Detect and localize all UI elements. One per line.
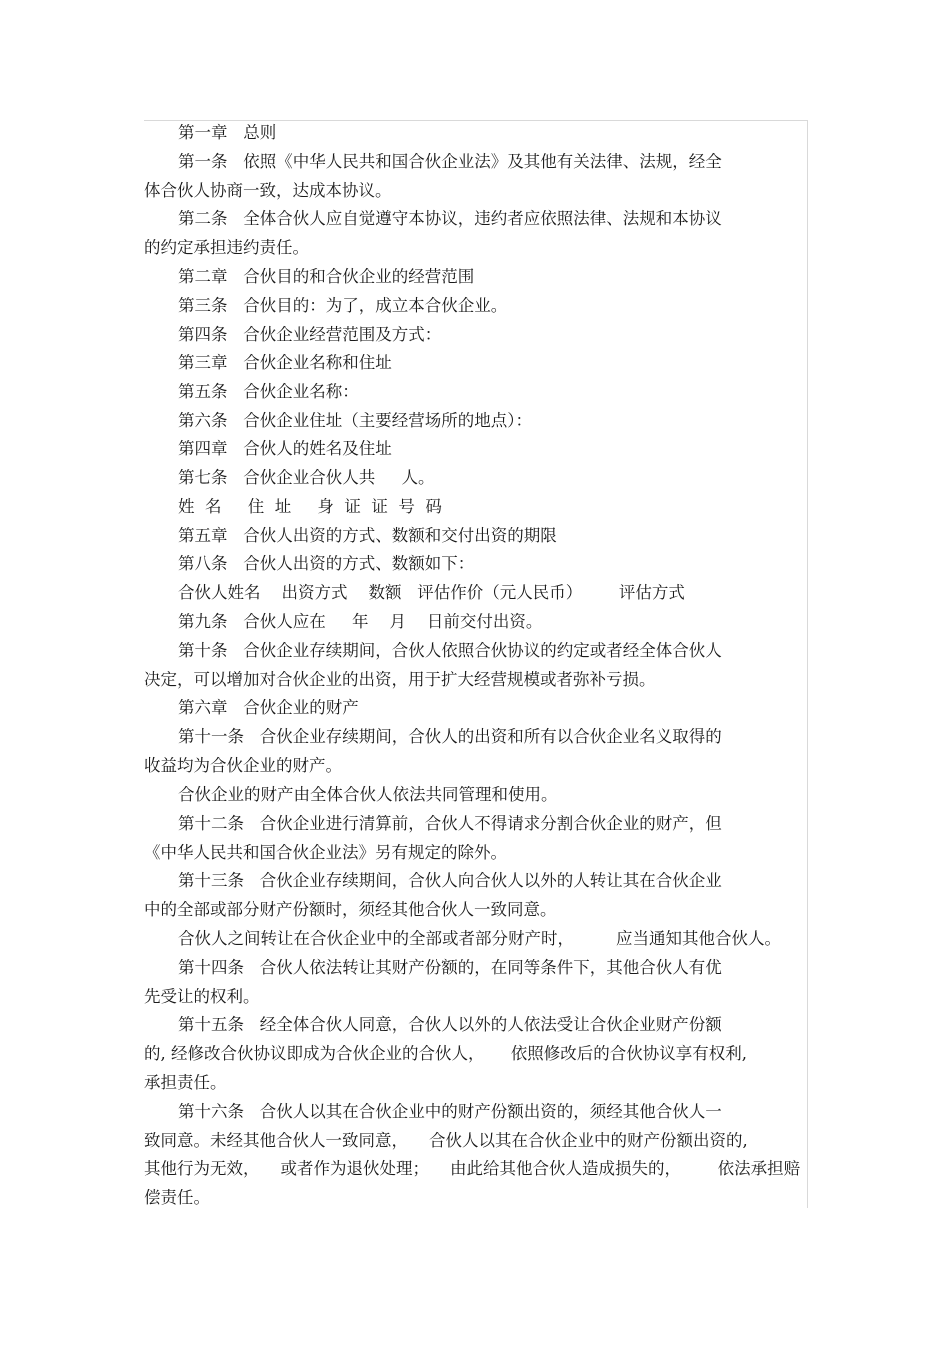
article-1-line-2: 体合伙人协商一致，达成本协议。 bbox=[144, 181, 392, 200]
article-9: 第九条 合伙人应在 年 月 日前交付出资。 bbox=[178, 612, 543, 631]
article-6: 第六条 合伙企业住址（主要经营场所的地点）： bbox=[178, 411, 532, 430]
transfer-notice-paragraph: 合伙人之间转让在合伙企业中的全部或者部分财产时， 应当通知其他合伙人。 bbox=[178, 929, 781, 948]
article-13-line-1: 第十三条 合伙企业存续期间，合伙人向合伙人以外的人转让其在合伙企业 bbox=[178, 871, 722, 890]
chapter-1-heading: 第一章 总则 bbox=[178, 123, 277, 142]
article-8: 第八条 合伙人出资的方式、数额如下： bbox=[178, 554, 475, 573]
article-10-line-1: 第十条 合伙企业存续期间，合伙人依照合伙协议的约定或者经全体合伙人 bbox=[178, 641, 722, 660]
property-management-paragraph: 合伙企业的财产由全体合伙人依法共同管理和使用。 bbox=[178, 785, 558, 804]
article-15-line-1: 第十五条 经全体合伙人同意，合伙人以外的人依法受让合伙企业财产份额 bbox=[178, 1015, 722, 1034]
article-7: 第七条 合伙企业合伙人共 人。 bbox=[178, 468, 435, 487]
article-16-line-1: 第十六条 合伙人以其在合伙企业中的财产份额出资的，须经其他合伙人一 bbox=[178, 1102, 722, 1121]
article-14-line-2: 先受让的权利。 bbox=[144, 987, 260, 1006]
article-2-line-1: 第二条 全体合伙人应自觉遵守本协议，违约者应依照法律、法规和本协议 bbox=[178, 209, 722, 228]
article-2-line-2: 的约定承担违约责任。 bbox=[144, 238, 309, 257]
chapter-4-heading: 第四章 合伙人的姓名及住址 bbox=[178, 439, 392, 458]
article-10-line-2: 决定，可以增加对合伙企业的出资，用于扩大经营规模或者弥补亏损。 bbox=[144, 670, 656, 689]
article-11-line-1: 第十一条 合伙企业存续期间，合伙人的出资和所有以合伙企业名义取得的 bbox=[178, 727, 722, 746]
article-16-line-3: 其他行为无效， 或者作为退伙处理； 由此给其他合伙人造成损失的， 依法承担赔 bbox=[144, 1159, 801, 1178]
article-14-line-1: 第十四条 合伙人依法转让其财产份额的，在同等条件下，其他合伙人有优 bbox=[178, 958, 722, 977]
article-12-line-2: 《中华人民共和国合伙企业法》另有规定的除外。 bbox=[144, 843, 507, 862]
article-1-line-1: 第一条 依照《中华人民共和国合伙企业法》及其他有关法律、法规，经全 bbox=[178, 152, 722, 171]
contribution-table-header: 合伙人姓名 出资方式 数额 评估作价（元人民币） 评估方式 bbox=[178, 583, 685, 602]
article-13-line-2: 中的全部或部分财产份额时，须经其他合伙人一致同意。 bbox=[144, 900, 557, 919]
article-15-line-3: 承担责任。 bbox=[144, 1073, 227, 1092]
article-11-line-2: 收益均为合伙企业的财产。 bbox=[144, 756, 342, 775]
chapter-6-heading: 第六章 合伙企业的财产 bbox=[178, 698, 359, 717]
article-12-line-1: 第十二条 合伙企业进行清算前，合伙人不得请求分割合伙企业的财产，但 bbox=[178, 814, 722, 833]
partner-table-header: 姓 名 住 址 身 证 证 号 码 bbox=[178, 497, 442, 516]
article-15-line-2: 的, 经修改合伙协议即成为合伙企业的合伙人， 依照修改后的合伙协议享有权利, bbox=[144, 1044, 747, 1063]
chapter-3-heading: 第三章 合伙企业名称和住址 bbox=[178, 353, 392, 372]
article-16-line-4: 偿责任。 bbox=[144, 1188, 210, 1207]
article-5: 第五条 合伙企业名称： bbox=[178, 382, 359, 401]
article-4: 第四条 合伙企业经营范围及方式： bbox=[178, 325, 442, 344]
article-16-line-2: 致同意。未经其他合伙人一致同意， 合伙人以其在合伙企业中的财产份额出资的, bbox=[144, 1131, 748, 1150]
chapter-2-heading: 第二章 合伙目的和合伙企业的经营范围 bbox=[178, 267, 475, 286]
article-3: 第三条 合伙目的：为了，成立本合伙企业。 bbox=[178, 296, 508, 315]
chapter-5-heading: 第五章 合伙人出资的方式、数额和交付出资的期限 bbox=[178, 526, 557, 545]
